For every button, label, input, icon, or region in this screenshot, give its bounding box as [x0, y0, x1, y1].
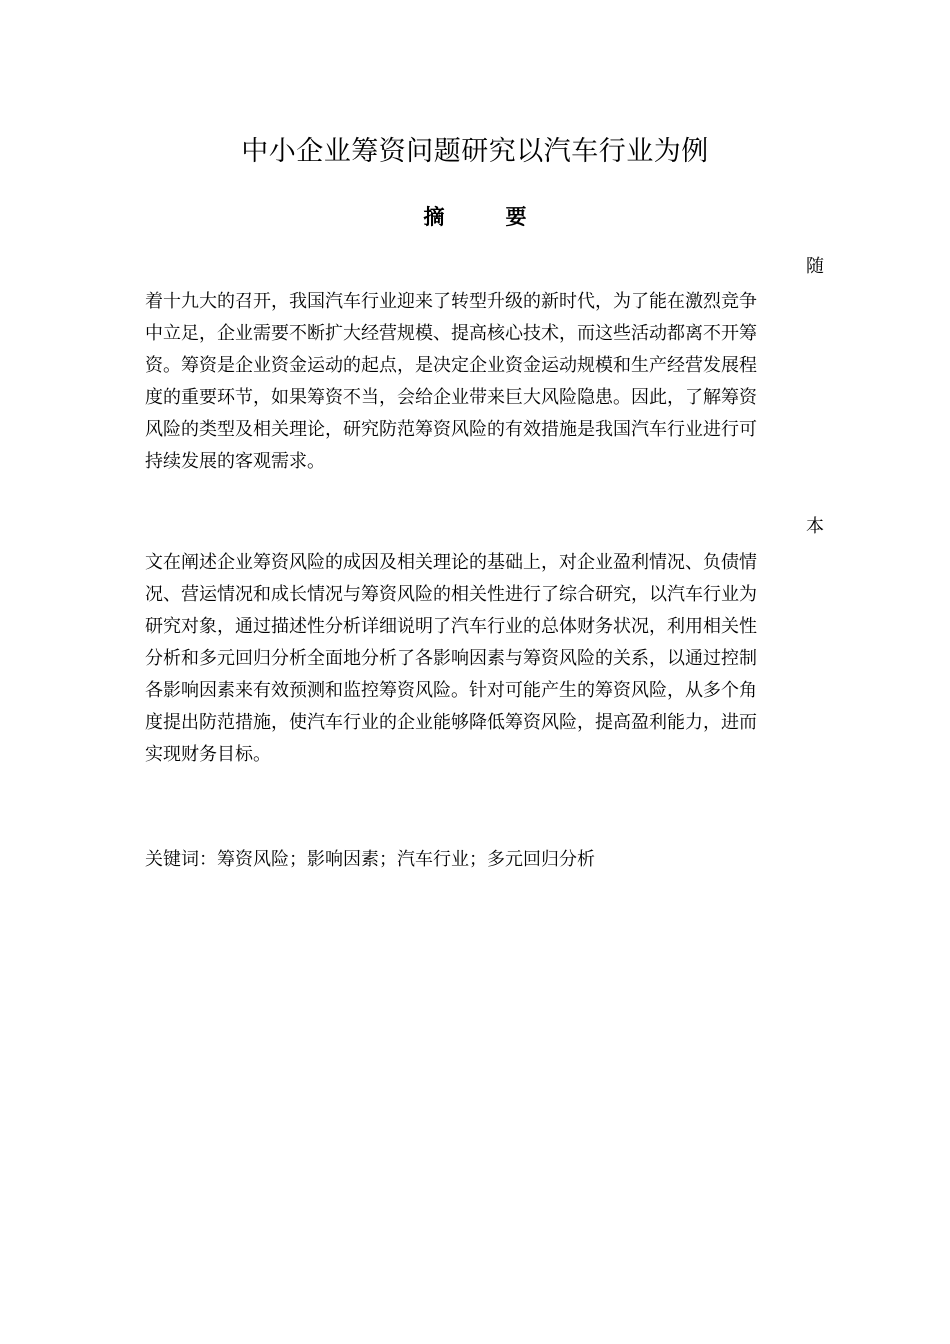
paragraph-2-line: 分析和多元回归分析全面地分析了各影响因素与筹资风险的关系，以通过控制 — [145, 648, 757, 669]
paragraph-1-first-char: 随 — [806, 256, 824, 277]
document-title: 中小企业筹资问题研究以汽车行业为例 — [241, 136, 709, 167]
paragraph-2-line: 研究对象，通过描述性分析详细说明了汽车行业的总体财务状况，利用相关性 — [145, 616, 757, 637]
paragraph-2 — [145, 547, 805, 771]
keywords-value: 筹资风险；影响因素；汽车行业；多元回归分析 — [217, 849, 595, 870]
paragraph-1-line: 度的重要环节，如果筹资不当，会给企业带来巨大风险隐患。因此，了解筹资 — [145, 387, 757, 408]
paragraph-1-line: 资。筹资是企业资金运动的起点，是决定企业资金运动规模和生产经营发展程 — [145, 355, 757, 376]
keywords-line — [145, 845, 595, 875]
paragraph-2-first-char: 本 — [806, 516, 824, 537]
paragraph-2-line: 况、营运情况和成长情况与筹资风险的相关性进行了综合研究，以汽车行业为 — [145, 584, 757, 605]
paragraph-1-line: 着十九大的召开，我国汽车行业迎来了转型升级的新时代，为了能在激烈竞争 — [145, 291, 757, 312]
keywords-label: 关键词： — [145, 849, 217, 870]
paragraph-2-line: 度提出防范措施，使汽车行业的企业能够降低筹资风险，提高盈利能力，进而 — [145, 712, 757, 733]
paragraph-1-line: 中立足，企业需要不断扩大经营规模、提高核心技术，而这些活动都离不开筹 — [145, 323, 757, 344]
paragraph-2-line: 各影响因素来有效预测和监控筹资风险。针对可能产生的筹资风险，从多个角 — [145, 680, 757, 701]
paragraph-1-line: 持续发展的客观需求。 — [145, 451, 325, 472]
paragraph-2-line: 实现财务目标。 — [145, 744, 271, 765]
abstract-heading: 摘 要 — [423, 205, 547, 229]
paragraph-1-line: 风险的类型及相关理论，研究防范筹资风险的有效措施是我国汽车行业进行可 — [145, 419, 757, 440]
paragraph-1 — [145, 286, 805, 478]
paragraph-2-line: 文在阐述企业筹资风险的成因及相关理论的基础上，对企业盈利情况、负债情 — [145, 552, 757, 573]
